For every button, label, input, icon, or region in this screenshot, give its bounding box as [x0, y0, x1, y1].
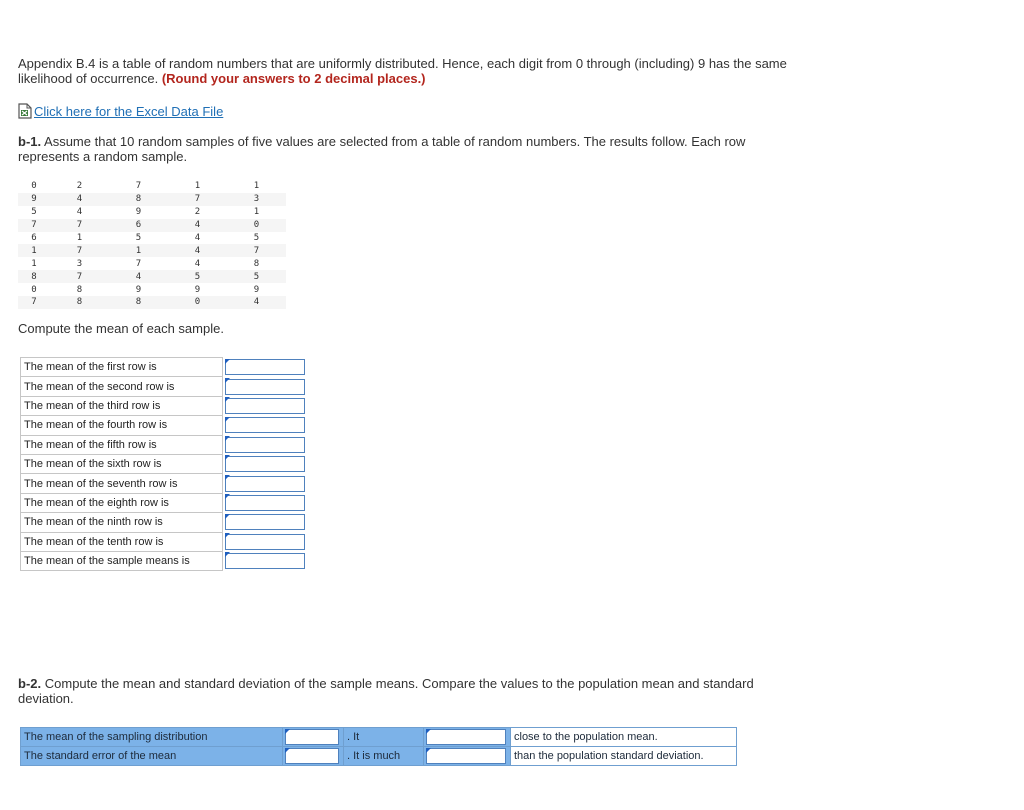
- mean-row: [21, 435, 307, 454]
- mean-answer-input[interactable]: [225, 534, 305, 550]
- sample-row: [18, 244, 286, 257]
- mean-answer-cell: [223, 396, 307, 415]
- mean-answer-cell: [223, 532, 307, 551]
- mean-answer-cell: [223, 474, 307, 493]
- mean-row: [21, 454, 307, 473]
- part-b2-label: b-2.: [18, 676, 42, 691]
- sample-digit: 7: [227, 244, 286, 257]
- sample-digit: 3: [76, 258, 83, 269]
- compute-prompt: Compute the mean of each sample.: [18, 321, 224, 336]
- mean-answer-cell: [223, 513, 307, 532]
- sample-digit: 6: [109, 219, 168, 232]
- sample-digit: 0: [168, 296, 227, 309]
- sample-digit: 6: [31, 233, 37, 243]
- sampling-value-cell: [283, 747, 344, 766]
- mean-answer-input[interactable]: [225, 437, 305, 453]
- mean-row: [21, 377, 307, 396]
- mean-answer-input[interactable]: [225, 398, 305, 414]
- sample-digit: 9: [135, 207, 142, 218]
- sample-row: [18, 193, 286, 206]
- sampling-row: [21, 747, 737, 766]
- mean-row: [21, 358, 307, 377]
- sample-row: [18, 257, 286, 270]
- sample-digit: 4: [194, 233, 201, 243]
- sample-digit: 8: [76, 284, 83, 295]
- sample-digit: 1: [31, 258, 37, 269]
- sample-means-table: [20, 357, 307, 571]
- comparison-dropdown[interactable]: [426, 748, 506, 764]
- sample-digit: 5: [135, 233, 142, 243]
- sample-digit: 3: [227, 193, 286, 206]
- sampling-row: [21, 728, 737, 747]
- mean-row-label: The mean of the eighth row is: [21, 493, 223, 512]
- mean-answer-cell: [223, 416, 307, 435]
- mean-row: [21, 493, 307, 512]
- sample-row: [18, 232, 286, 245]
- sample-digit: 9: [135, 284, 142, 295]
- sample-digit: 4: [227, 296, 286, 309]
- sample-digit: 8: [50, 296, 109, 309]
- sampling-row-label: The mean of the sampling distribution: [21, 728, 283, 747]
- sampling-connector-text: . It is much: [344, 747, 424, 766]
- sampling-tail-text: close to the population mean.: [511, 728, 737, 747]
- sample-digit: 4: [168, 244, 227, 257]
- mean-row: [21, 532, 307, 551]
- mean-answer-input[interactable]: [225, 417, 305, 433]
- mean-answer-cell: [223, 435, 307, 454]
- sample-digit: 5: [31, 207, 37, 218]
- sample-digit: 4: [76, 207, 83, 218]
- mean-answer-input[interactable]: [225, 456, 305, 472]
- sample-digit: 7: [168, 193, 227, 206]
- sample-digit: 7: [135, 258, 142, 269]
- sample-digit: 7: [135, 181, 142, 192]
- sample-row: [18, 219, 286, 232]
- sample-digit: 4: [109, 270, 168, 283]
- mean-row-label: The mean of the third row is: [21, 396, 223, 415]
- sample-row: [18, 206, 286, 219]
- mean-answer-cell: [223, 551, 307, 570]
- sample-digit: 8: [18, 270, 50, 283]
- part-b1-text: Assume that 10 random samples of five values are selected from a table of random numbers. The results follow. Each row represents a random sample.: [18, 134, 746, 164]
- sampling-connector-text: . It: [344, 728, 424, 747]
- mean-row: [21, 416, 307, 435]
- excel-data-link[interactable]: Click here for the Excel Data File: [34, 103, 224, 119]
- mean-row-label: The mean of the sixth row is: [21, 454, 223, 473]
- sample-digit: 9: [194, 284, 201, 295]
- sample-row: [18, 270, 286, 283]
- sample-digit: 1: [18, 244, 50, 257]
- sample-digit: 7: [50, 219, 109, 232]
- sample-digit: 0: [31, 284, 37, 295]
- sample-digit: 1: [194, 181, 201, 192]
- part-b2-text: Compute the mean and standard deviation of the sample means. Compare the values to the population mean and standard deviation.: [18, 676, 754, 706]
- sample-digit: 7: [18, 219, 50, 232]
- sampling-row-label: The standard error of the mean: [21, 747, 283, 766]
- sample-digit: 1: [253, 181, 260, 192]
- sample-digit: 7: [50, 244, 109, 257]
- sample-digit: 1: [76, 233, 83, 243]
- sample-digit: 0: [31, 181, 37, 192]
- mean-row-label: The mean of the second row is: [21, 377, 223, 396]
- sample-row: [18, 296, 286, 309]
- sampling-distribution-table: [20, 727, 737, 766]
- mean-answer-input[interactable]: [225, 495, 305, 511]
- mean-row-label: The mean of the sample means is: [21, 551, 223, 570]
- sample-digit: 5: [253, 233, 260, 243]
- sample-digit: 2: [76, 181, 83, 192]
- mean-answer-input[interactable]: [225, 359, 305, 375]
- sample-digit: 8: [253, 258, 260, 269]
- mean-answer-cell: [223, 493, 307, 512]
- sample-digit: 0: [227, 219, 286, 232]
- mean-row-label: The mean of the tenth row is: [21, 532, 223, 551]
- sample-digit: 1: [109, 244, 168, 257]
- mean-row: [21, 551, 307, 570]
- instructions-text: Appendix B.4 is a table of random numbers that are uniformly distributed. Hence, each digit from 0 through (including) 9 has the same likelihood of occurrence.: [18, 56, 787, 86]
- mean-answer-input[interactable]: [225, 476, 305, 492]
- mean-row-label: The mean of the seventh row is: [21, 474, 223, 493]
- mean-row: [21, 396, 307, 415]
- mean-row-label: The mean of the first row is: [21, 358, 223, 377]
- mean-row-label: The mean of the fourth row is: [21, 416, 223, 435]
- sample-digit: 4: [50, 193, 109, 206]
- sample-digit: 1: [253, 207, 260, 218]
- sample-row: [18, 283, 286, 296]
- mean-answer-cell: [223, 454, 307, 473]
- sampling-choice-cell: [424, 747, 511, 766]
- sample-digit: 8: [109, 296, 168, 309]
- rounding-note: (Round your answers to 2 decimal places.): [161, 71, 426, 86]
- part-b2-prompt: [18, 676, 788, 706]
- sample-digit: 9: [253, 284, 260, 295]
- sample-row: [18, 180, 286, 193]
- mean-answer-cell: [223, 377, 307, 396]
- mean-answer-cell: [223, 358, 307, 377]
- mean-row: [21, 474, 307, 493]
- sampling-value-input[interactable]: [285, 729, 339, 745]
- mean-row: [21, 513, 307, 532]
- mean-row-label: The mean of the fifth row is: [21, 435, 223, 454]
- sample-digit: 5: [168, 270, 227, 283]
- sampling-choice-cell: [424, 728, 511, 747]
- sample-digit: 5: [227, 270, 286, 283]
- sampling-tail-text: than the population standard deviation.: [511, 747, 737, 766]
- sample-digit: 9: [18, 193, 50, 206]
- excel-file-icon: [18, 103, 32, 119]
- sampling-value-cell: [283, 728, 344, 747]
- sample-digit: 4: [168, 219, 227, 232]
- sample-digit: 4: [194, 258, 201, 269]
- sampling-value-input[interactable]: [285, 748, 339, 764]
- mean-answer-input[interactable]: [225, 553, 305, 569]
- random-samples-table: [18, 180, 286, 309]
- part-b1-prompt: [18, 134, 778, 164]
- mean-answer-input[interactable]: [225, 379, 305, 395]
- excel-link-row[interactable]: [18, 102, 223, 120]
- sample-digit: 7: [18, 296, 50, 309]
- part-b1-label: b-1.: [18, 134, 42, 149]
- instructions: [18, 56, 818, 86]
- sample-digit: 8: [109, 193, 168, 206]
- sample-digit: 2: [194, 207, 201, 218]
- comparison-dropdown[interactable]: [426, 729, 506, 745]
- mean-answer-input[interactable]: [225, 514, 305, 530]
- mean-row-label: The mean of the ninth row is: [21, 513, 223, 532]
- sample-digit: 7: [50, 270, 109, 283]
